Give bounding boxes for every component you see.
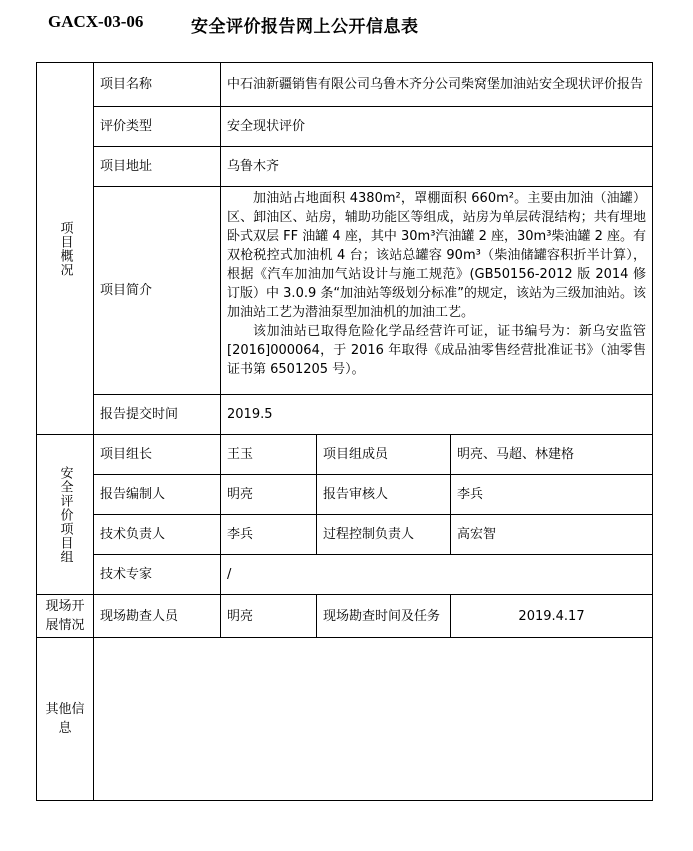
eval-type-label: 评价类型 [94,107,221,147]
site-staff-label: 现场勘查人员 [94,595,221,638]
project-name-label: 项目名称 [94,63,221,107]
expert-value: / [221,555,653,595]
reviewer-value: 李兵 [451,475,653,515]
members-label: 项目组成员 [317,435,451,475]
section-team [37,435,94,595]
eval-type-value: 安全现状评价 [221,107,653,147]
tech-lead-value: 李兵 [221,515,317,555]
site-time-label: 现场勘查时间及任务 [317,595,451,638]
row-project-name [37,63,653,107]
other-info-value [94,638,653,801]
author-value: 明亮 [221,475,317,515]
members-value: 明亮、马超、林建格 [451,435,653,475]
row-submit-date [37,395,653,435]
site-time-value: 2019.4.17 [451,595,653,638]
row-other-info [37,638,653,801]
row-address [37,147,653,187]
project-name-value: 中石油新疆销售有限公司乌鲁木齐分公司柴窝堡加油站安全现状评价报告 [221,63,653,107]
row-site-survey [37,595,653,638]
section-overview [37,63,94,435]
process-lead-value: 高宏智 [451,515,653,555]
info-table [36,62,653,801]
row-report-author [37,475,653,515]
intro-label: 项目简介 [94,187,221,395]
reviewer-label: 报告审核人 [317,475,451,515]
section-overview-label: 项目概况 [57,220,73,277]
tech-lead-label: 技术负责人 [94,515,221,555]
site-staff-value: 明亮 [221,595,317,638]
section-other: 其他信息 [37,638,94,801]
intro-paragraph-1: 加油站占地面积 4380m²，罩棚面积 660m²。主要由加油（油罐）区、卸油区、站房，辅助功能区等组成，站房为单层砖混结构；共有埋地卧式双层 FF 油罐 4 座，其中 30m³汽油罐 2 座，30m³柴油罐 2 座。有双枪税控式加油机 4 台；该站总罐容 90m³（柴油储罐容积折半计算），根据《汽车加油加气站设计与施工规范》(GB50156-2012 版 2014 修订版）中 3.0.9 条“加油站等级划分标准”的规定，该站为三级加油站。该加油站工艺为潜油泵型加油机的加油工艺。 [227,191,647,320]
intro-paragraph-2: 该加油站已取得危险化学品经营许可证，证书编号为：新乌安监管[2016]000064，于 2016 年取得《成品油零售经营批准证书》（油零售证书第 6501205 号）。 [227,324,647,377]
submit-date-label: 报告提交时间 [94,395,221,435]
address-label: 项目地址 [94,147,221,187]
page-title: 安全评价报告网上公开信息表 [191,17,419,37]
row-tech-expert [37,555,653,595]
row-intro [37,187,653,395]
row-tech-lead [37,515,653,555]
document-header [48,12,648,36]
form-code: GACX-03-06 [48,12,144,31]
address-value: 乌鲁木齐 [221,147,653,187]
row-eval-type [37,107,653,147]
submit-date-value: 2019.5 [221,395,653,435]
expert-label: 技术专家 [94,555,221,595]
process-lead-label: 过程控制负责人 [317,515,451,555]
intro-value [221,187,653,395]
row-team-leader [37,435,653,475]
section-team-label: 安全评价项目组 [57,465,73,564]
leader-value: 王玉 [221,435,317,475]
author-label: 报告编制人 [94,475,221,515]
leader-label: 项目组长 [94,435,221,475]
section-site: 现场开展情况 [37,595,94,638]
